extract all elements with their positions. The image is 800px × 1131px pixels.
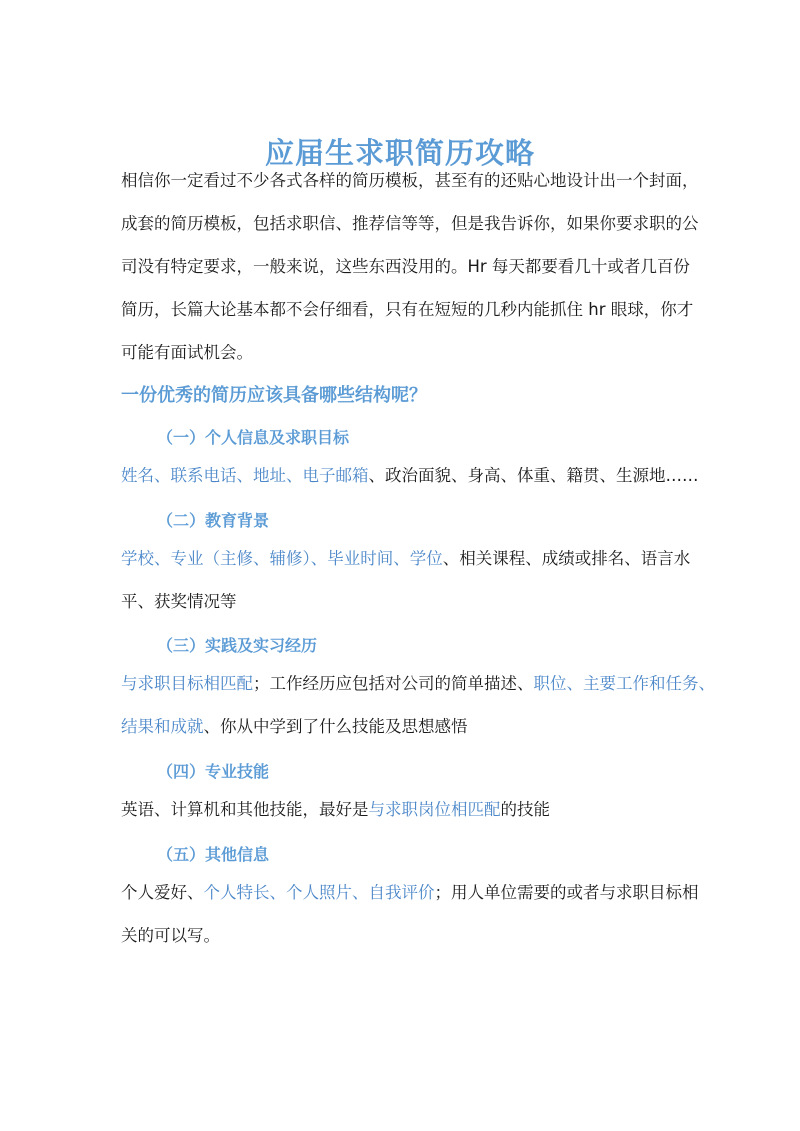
subsection-heading-personal-info: （一）个人信息及求职目标	[157, 428, 350, 447]
body-line	[121, 914, 701, 957]
body-line	[121, 705, 701, 748]
body-line	[121, 580, 701, 623]
subsection-body-experience	[121, 662, 715, 748]
body-text: 关的可以写。	[121, 926, 220, 945]
body-text: 、你从中学到了什么技能及思想感悟	[203, 717, 468, 736]
body-text: 个人爱好、	[121, 883, 204, 902]
body-text: 、政治面貌、身高、体重、籍贯、生源地……	[368, 466, 699, 485]
highlight-text: 结果和成就	[121, 717, 204, 736]
subsection-body-other	[121, 871, 701, 957]
highlight-text: 姓名、联系电话、地址、电子邮箱	[121, 466, 369, 485]
body-text: 英语、计算机和其他技能，最好是	[121, 800, 369, 819]
section-heading: 一份优秀的简历应该具备哪些结构呢？	[121, 385, 427, 406]
body-line	[121, 662, 715, 705]
highlight-text: 与求职岗位相匹配	[368, 800, 501, 819]
subsection-heading-skills: （四）专业技能	[157, 762, 270, 781]
intro-line: 可能有面试机会。	[121, 343, 253, 362]
body-text: 的技能	[500, 800, 550, 819]
intro-paragraph	[121, 159, 701, 374]
body-text: ；用人单位需要的或者与求职目标相	[434, 883, 699, 902]
subsection-body-skills	[121, 788, 701, 831]
body-line	[121, 871, 701, 914]
body-line	[121, 454, 701, 497]
subsection-heading-experience: （三）实践及实习经历	[157, 636, 318, 655]
subsection-heading-education: （二）教育背景	[157, 511, 270, 530]
highlight-text: 个人特长、个人照片、自我评价	[203, 883, 435, 902]
subsection-heading-other: （五）其他信息	[157, 845, 270, 864]
body-text: ；工作经历应包括对公司的简单描述、	[253, 674, 534, 693]
highlight-text: 学校、专业（主修、辅修）、毕业时间、学位	[121, 549, 443, 568]
intro-line: 简历，长篇大论基本都不会仔细看，只有在短短的几秒内能抓住 hr 眼球，你才	[121, 300, 694, 319]
body-text: 平、获奖情况等	[121, 592, 237, 611]
body-line	[121, 537, 701, 580]
highlight-text: 职位、主要工作和任务、	[533, 674, 715, 693]
subsection-body-education	[121, 537, 701, 623]
intro-line: 成套的简历模板，包括求职信、推荐信等等，但是我告诉你，如果你要求职的公	[121, 214, 699, 233]
highlight-text: 与求职目标相匹配	[121, 674, 253, 693]
subsection-body-personal-info	[121, 454, 701, 497]
page-title: 应届生求职简历攻略	[264, 136, 535, 171]
intro-line: 司没有特定要求，一般来说，这些东西没用的。Hr 每天都要看几十或者几百份	[121, 257, 690, 276]
body-text: 、相关课程、成绩或排名、语言水	[442, 549, 691, 568]
intro-line: 相信你一定看过不少各式各样的简历模板，甚至有的还贴心地设计出一个封面，	[121, 171, 699, 190]
body-line	[121, 788, 701, 831]
